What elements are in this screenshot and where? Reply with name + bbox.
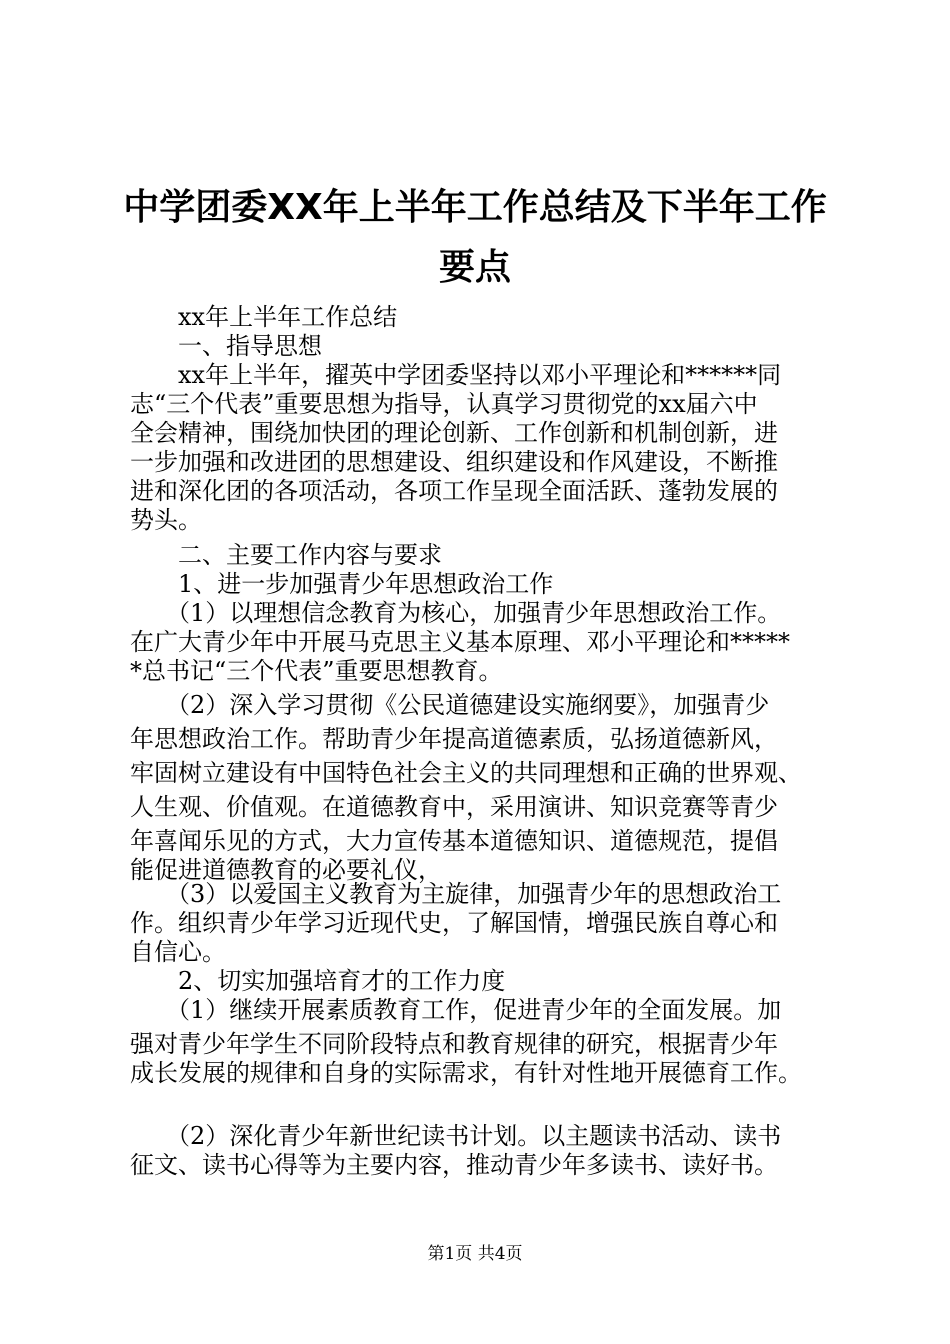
body-line: （2）深化青少年新世纪读书计划。以主题读书活动、读书 (130, 1122, 782, 1150)
body-line: 一、指导思想 (130, 332, 322, 360)
body-line: 成长发展的规律和自身的实际需求，有针对性地开展德育工作。 (130, 1059, 802, 1087)
body-line: 全会精神，围绕加快团的理论创新、工作创新和机制创新，进 (130, 419, 778, 447)
body-line: 牢固树立建设有中国特色社会主义的共同理想和正确的世界观、 (130, 759, 802, 787)
body-line: 作。组织青少年学习近现代史，了解国情，增强民族自尊心和 (130, 909, 778, 937)
body-line: 2、切实加强培育才的工作力度 (130, 967, 506, 995)
body-line: 进和深化团的各项活动，各项工作呈现全面活跃、蓬勃发展的 (130, 477, 778, 505)
body-line: 一步加强和改进团的思想建设、组织建设和作风建设，不断推 (130, 448, 778, 476)
body-line: 强对青少年学生不同阶段特点和教育规律的研究，根据青少年 (130, 1030, 778, 1058)
body-line: 二、主要工作内容与要求 (130, 541, 442, 569)
page-footer: 第1页 共4页 (427, 1244, 523, 1264)
body-line: （1）继续开展素质教育工作，促进青少年的全面发展。加 (130, 996, 782, 1024)
body-line: xx年上半年，擢英中学团委坚持以邓小平理论和******同 (130, 361, 782, 389)
body-line: 年喜闻乐见的方式，大力宣传基本道德知识、道德规范，提倡 (130, 827, 778, 855)
body-line: 能促进道德教育的必要礼仪， (130, 856, 442, 884)
body-line: （1）以理想信念教育为核心，加强青少年思想政治工作。 (130, 599, 782, 627)
body-line: 1、进一步加强青少年思想政治工作 (130, 570, 554, 598)
body-line: 志“三个代表”重要思想为指导，认真学习贯彻党的xx届六中 (130, 390, 758, 418)
body-line: 在广大青少年中开展马克思主义基本原理、邓小平理论和***** (130, 628, 790, 656)
document-title-line-1: 中学团委XX年上半年工作总结及下半年工作 (123, 187, 827, 228)
body-line: 年思想政治工作。帮助青少年提高道德素质，弘扬道德新风， (130, 725, 778, 753)
body-line: （2）深入学习贯彻《公民道德建设实施纲要》，加强青少 (130, 691, 770, 719)
body-line: 势头。 (130, 506, 202, 534)
document-title-line-2: 要点 (438, 247, 511, 288)
body-line: 人生观、价值观。在道德教育中，采用演讲、知识竞赛等青少 (130, 793, 778, 821)
body-line: xx年上半年工作总结 (130, 303, 398, 331)
body-line: *总书记“三个代表”重要思想教育。 (130, 657, 503, 685)
body-line: （3）以爱国主义教育为主旋律，加强青少年的思想政治工 (130, 880, 782, 908)
body-line: 自信心。 (130, 938, 226, 966)
body-line: 征文、读书心得等为主要内容，推动青少年多读书、读好书。 (130, 1151, 778, 1179)
